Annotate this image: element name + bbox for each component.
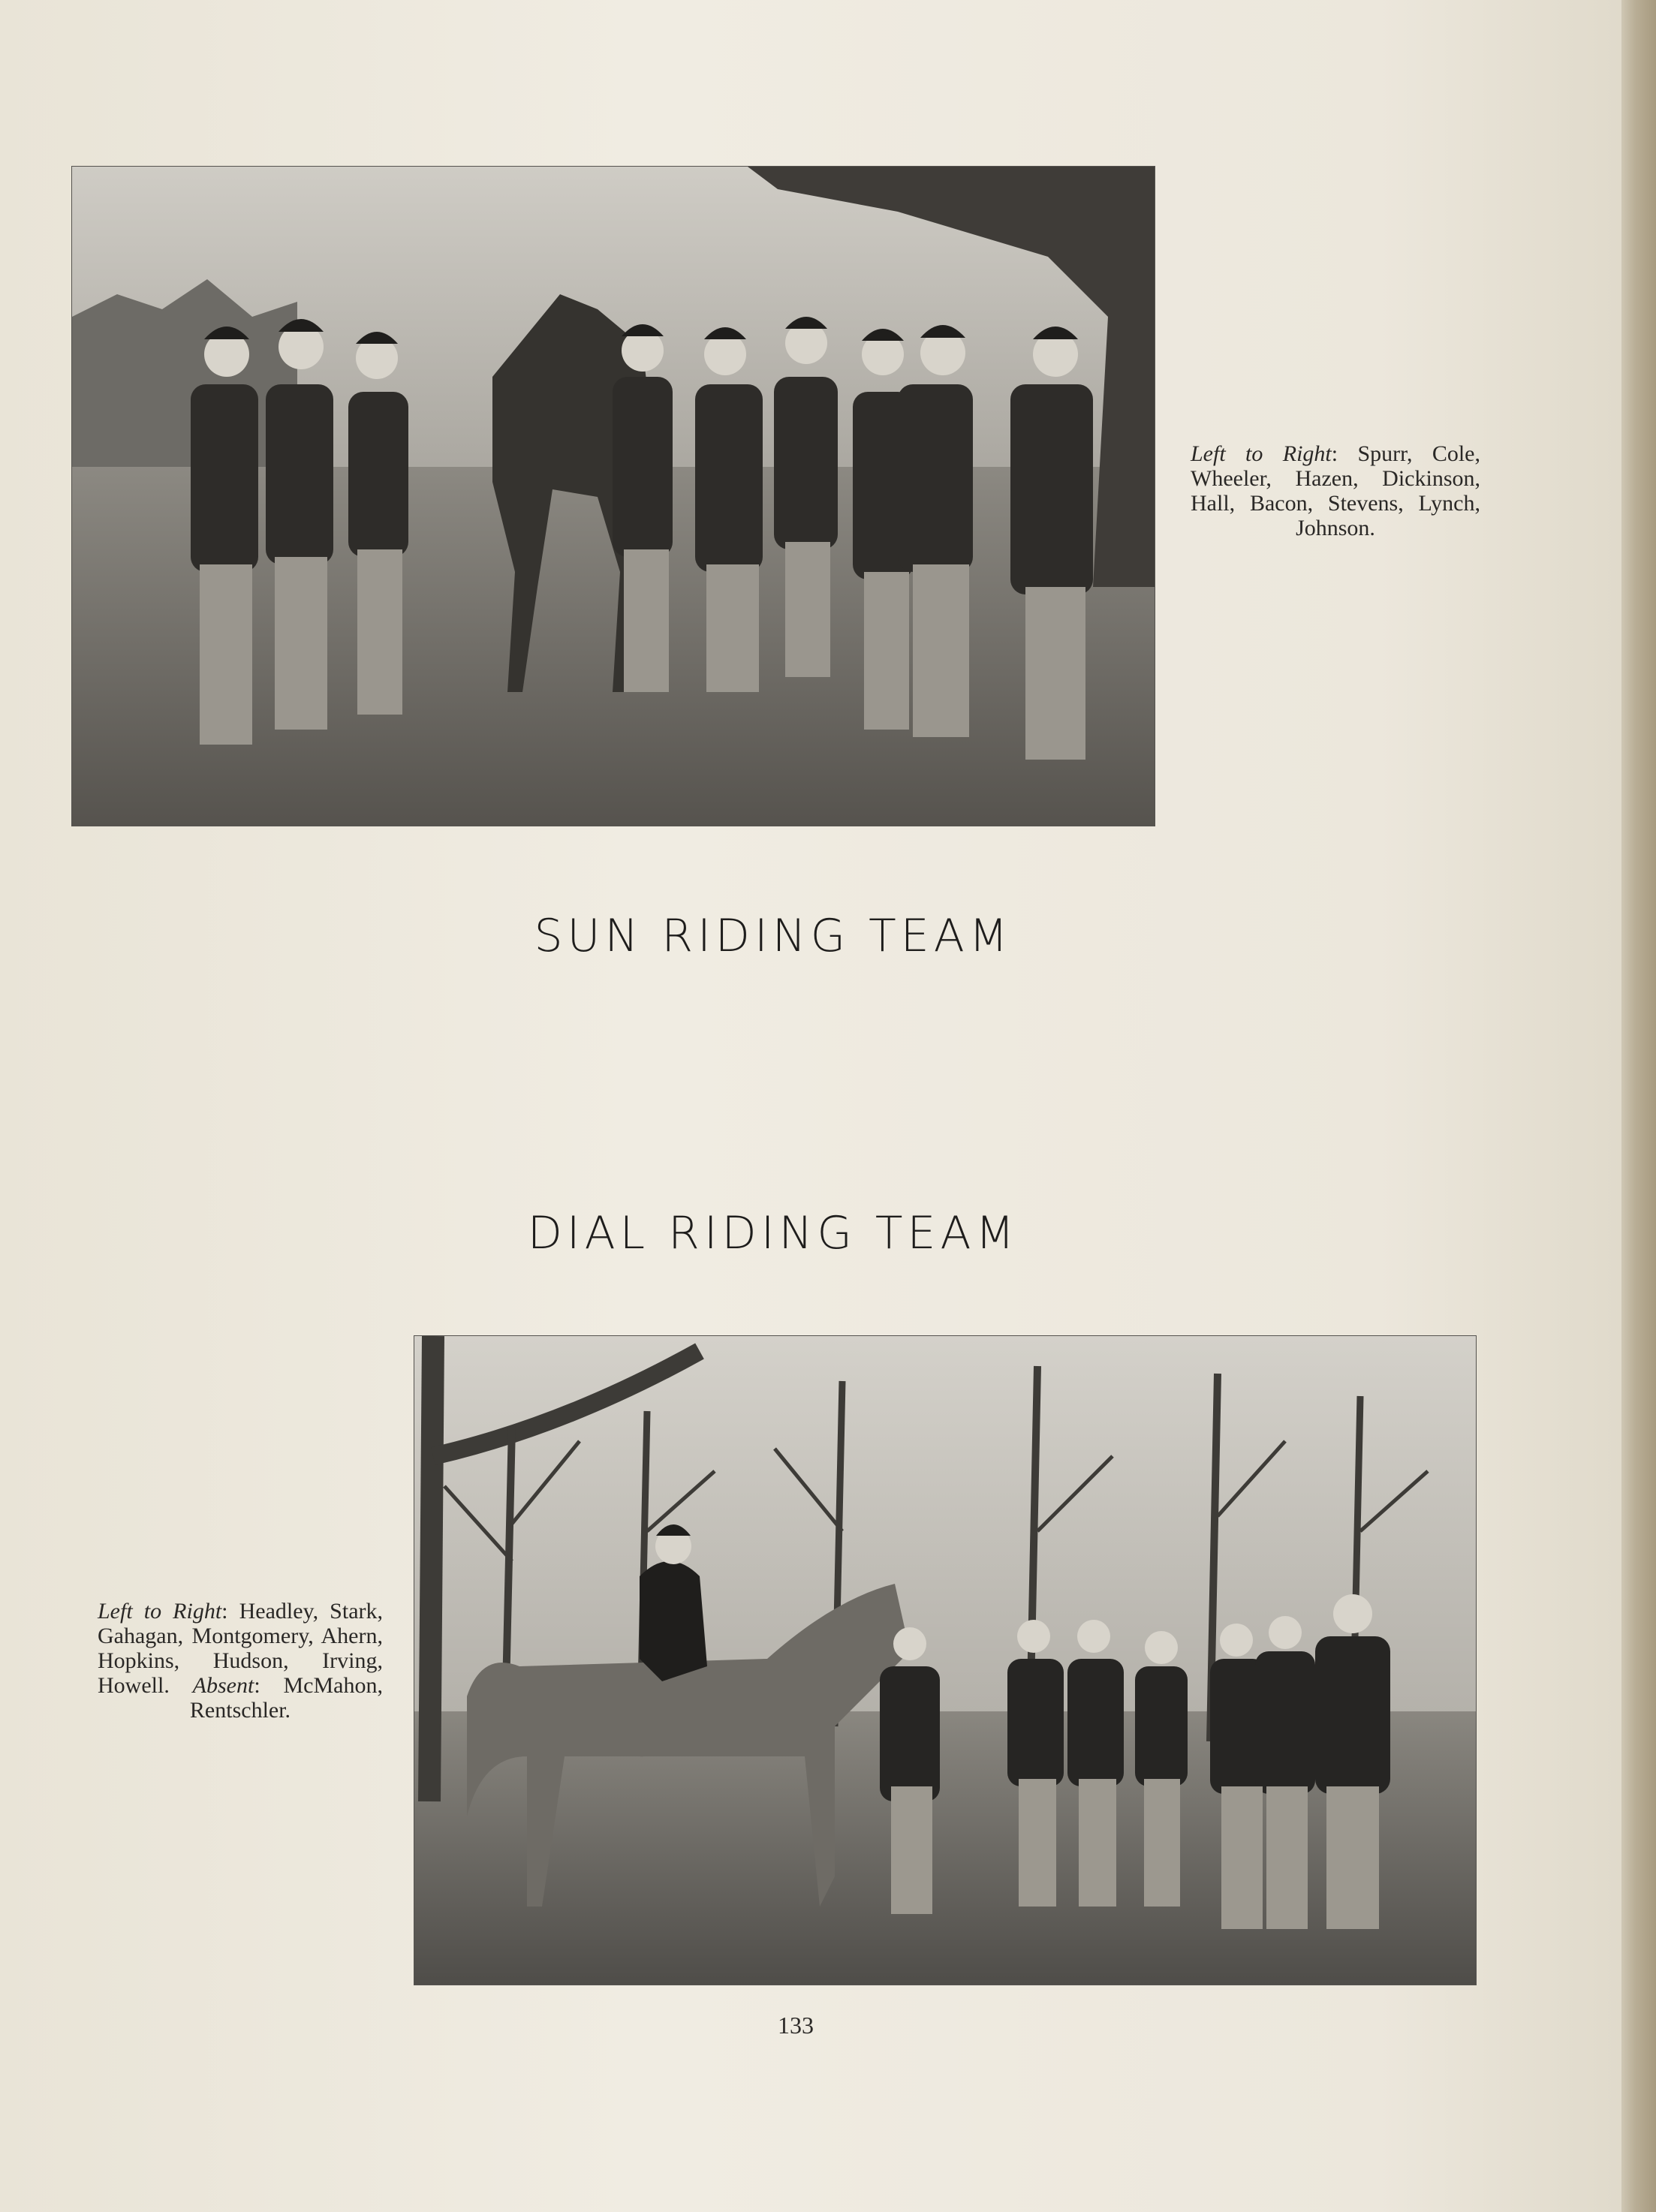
dial-team-caption bbox=[98, 1599, 383, 1723]
sun-team-caption bbox=[1191, 441, 1480, 540]
dial-caption-names: : Headley, Stark, Gahagan, Montgomery, Ahern, Hopkins, Hudson, Irving, Howell. bbox=[98, 1599, 383, 1698]
sun-caption-lead: Left to Right bbox=[1191, 441, 1332, 466]
dial-caption-absent-names: : McMahon, Rentschler. bbox=[189, 1673, 383, 1723]
sun-riding-team-photo bbox=[72, 167, 1155, 826]
sun-caption-names: : Spurr, Cole, Wheeler, Hazen, Dickinson, Hall, Bacon, Stevens, Lynch, Johnson. bbox=[1191, 441, 1480, 540]
sun-team-heading: SUN RIDING TEAM bbox=[534, 910, 1013, 962]
book-binding-edge bbox=[1621, 0, 1656, 2212]
dial-riding-team-photo bbox=[414, 1336, 1476, 1985]
page-number: 133 bbox=[778, 2012, 814, 2039]
dial-caption-absent-label: Absent bbox=[192, 1673, 254, 1698]
dial-caption-lead: Left to Right bbox=[98, 1599, 222, 1624]
dial-team-heading: DIAL RIDING TEAM bbox=[527, 1207, 1019, 1259]
